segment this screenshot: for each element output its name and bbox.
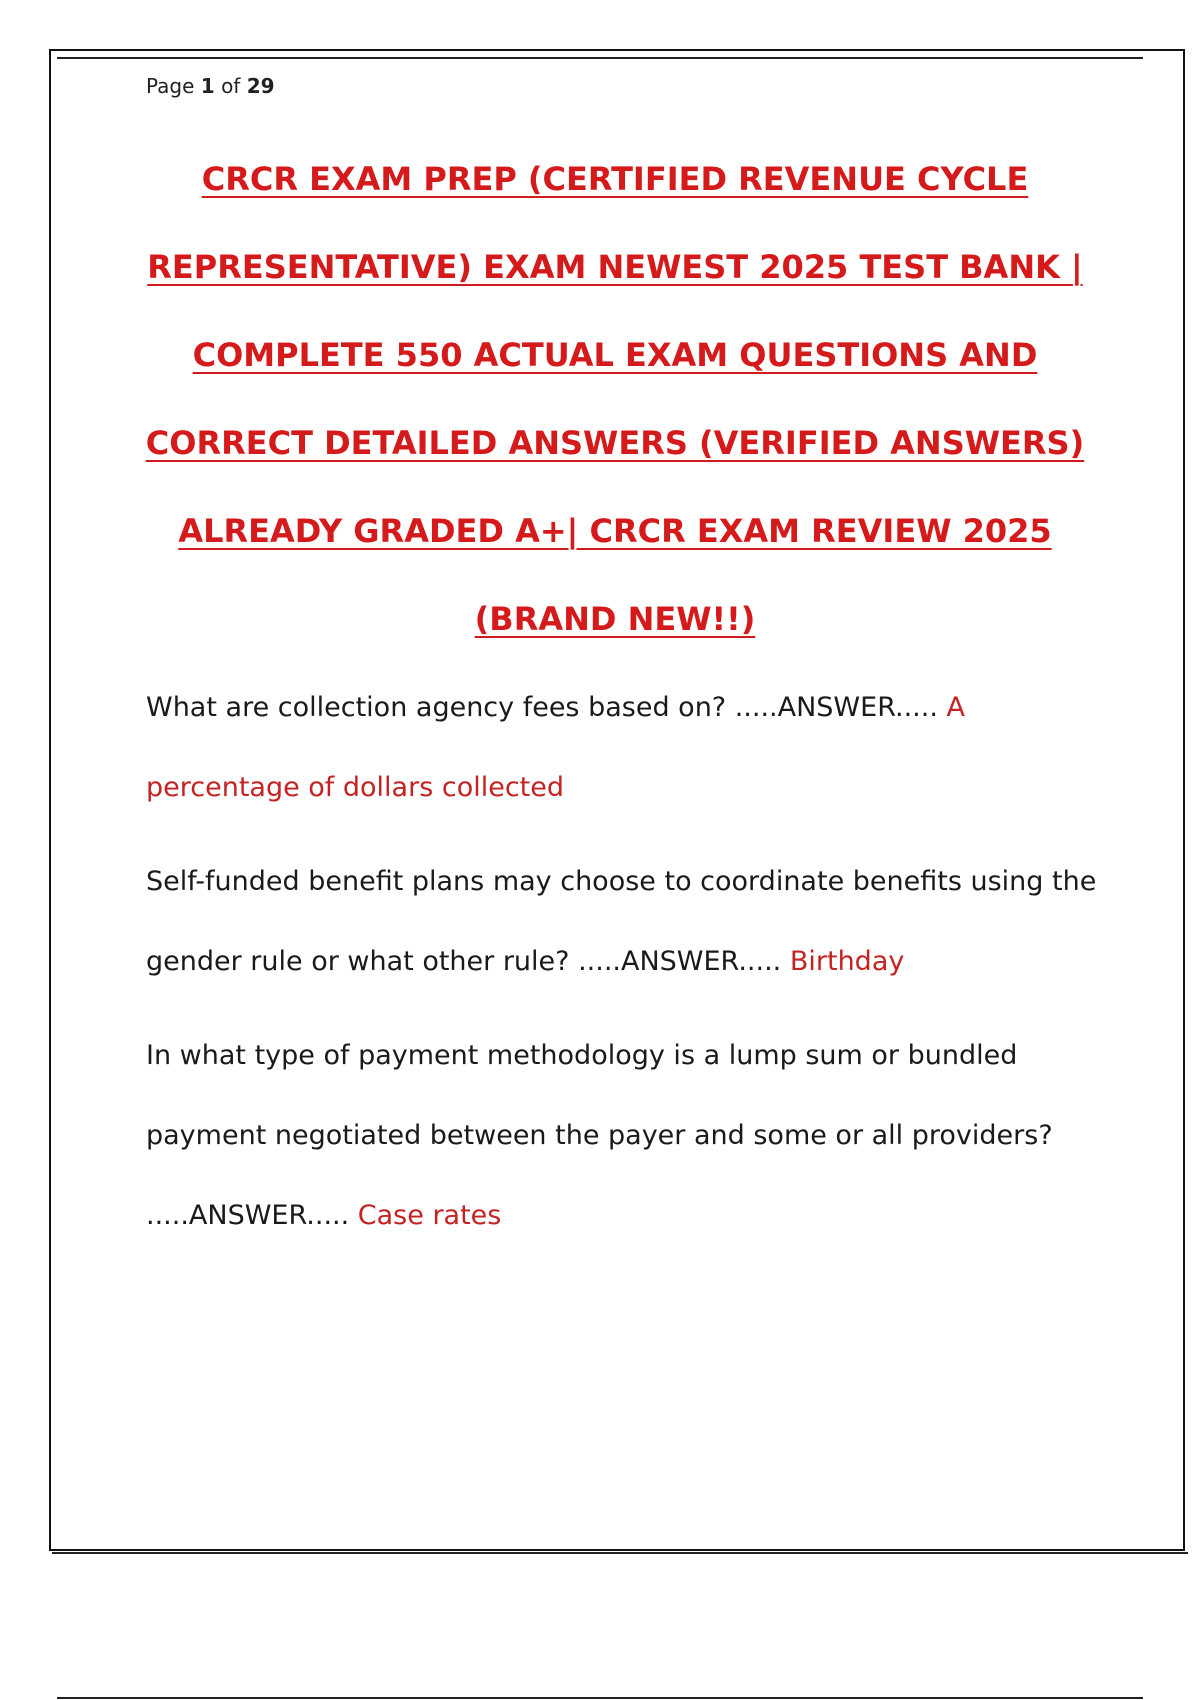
document-title-text: CRCR EXAM PREP (CERTIFIED REVENUE CYCLE REPRESENTATIVE) EXAM NEWEST 2025 TEST BANK | COMPLETE 550 ACTUAL EXAM QUESTIONS AND CORRECT DETAILED ANSWERS (VERIFIED ANSWERS) ALREADY GRADED A+| CRCR EXAM REVIEW 2025 (BRAND NEW!!)	[145, 160, 1085, 638]
answer-text: Case rates	[357, 1200, 502, 1231]
qa-item-3	[146, 1016, 1106, 1256]
question-text: Self-funded benefit plans may choose to coordinate benefits using the gender rule or what other rule? .....ANSWER.....	[146, 866, 1097, 977]
qa-item-1	[146, 668, 1106, 828]
document-title	[120, 135, 1110, 663]
footer-rule	[57, 1697, 1143, 1699]
answer-text: Birthday	[789, 946, 905, 977]
question-text: What are collection agency fees based on? .....ANSWER.....	[146, 692, 938, 723]
qa-list	[146, 668, 1106, 1270]
page-current: 1	[200, 74, 215, 98]
page-number	[146, 74, 275, 98]
page-total: 29	[246, 74, 275, 98]
page-label: Page	[146, 74, 195, 98]
qa-item-2	[146, 842, 1106, 1002]
page-of: of	[221, 74, 241, 98]
question-text: In what type of payment methodology is a lump sum or bundled payment negotiated between the payer and some or all providers? .....ANSWER.....	[146, 1040, 1053, 1231]
page-frame-shadow	[52, 1552, 1188, 1554]
answer-text: A percentage of dollars collected	[146, 692, 965, 803]
header-rule	[57, 57, 1143, 59]
